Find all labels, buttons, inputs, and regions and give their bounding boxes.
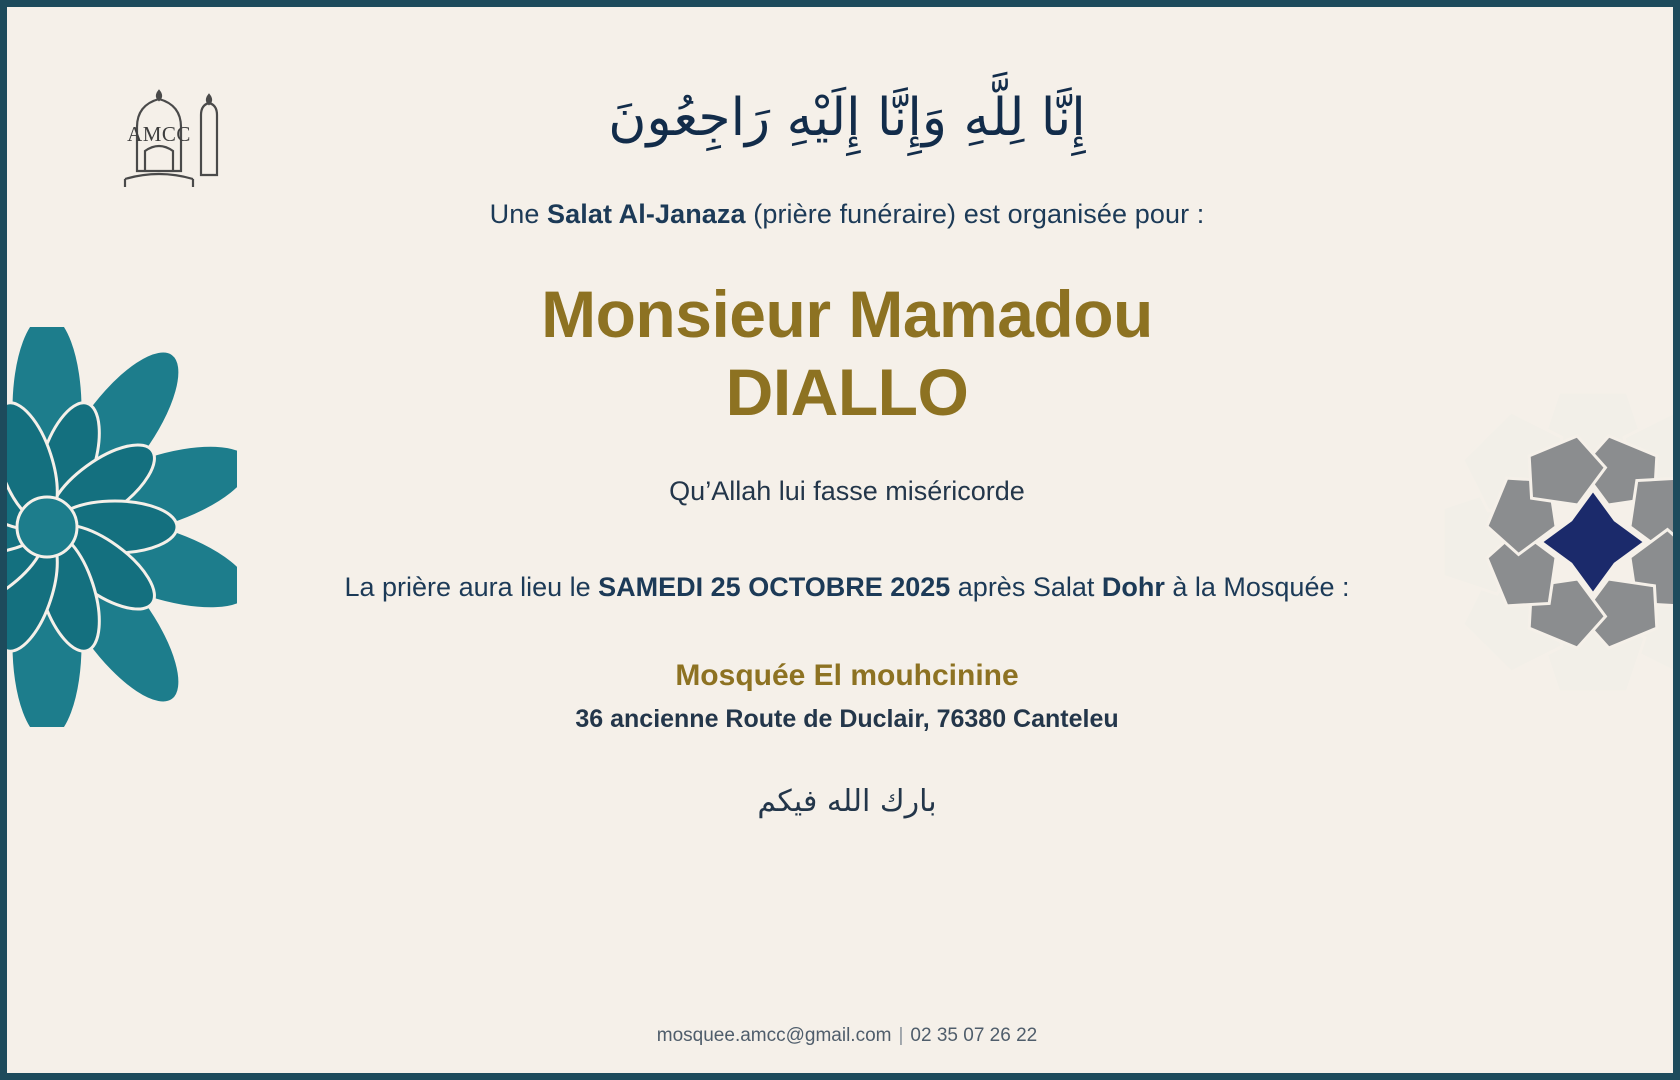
footer-separator: | bbox=[898, 1025, 904, 1046]
intro-strong: Salat Al-Janaza bbox=[547, 199, 746, 229]
details-part3: à la Mosquée : bbox=[1164, 571, 1350, 602]
footer-email[interactable]: mosquee.amcc@gmail.com bbox=[656, 1025, 892, 1046]
details-date: SAMEDI 25 OCTOBRE 2025 bbox=[598, 571, 951, 602]
intro-line bbox=[7, 199, 1680, 230]
blessing-text: Qu’Allah lui fasse miséricorde bbox=[669, 475, 1025, 506]
mosque-address: 36 ancienne Route de Duclair, 76380 Canteleu bbox=[575, 705, 1119, 734]
details-part2: après Salat bbox=[950, 571, 1102, 602]
details-part1: La prière aura lieu le bbox=[344, 571, 599, 602]
poster-content bbox=[7, 7, 1680, 819]
intro-before: Une bbox=[489, 199, 548, 229]
mosque-name: Mosquée El mouhcinine bbox=[675, 659, 1019, 693]
intro-after: (prière funéraire) est organisée pour : bbox=[745, 199, 1205, 229]
deceased-name bbox=[7, 276, 1680, 432]
arabic-blessing-bottom: بارك الله فيكم bbox=[757, 784, 937, 820]
deceased-name-line1: Monsieur Mamadou bbox=[541, 277, 1153, 351]
footer-phone[interactable]: 02 35 07 26 22 bbox=[910, 1025, 1038, 1046]
prayer-details bbox=[7, 567, 1680, 608]
details-prayer: Dohr bbox=[1101, 571, 1165, 602]
deceased-name-line2: DIALLO bbox=[725, 354, 969, 429]
footer-contact bbox=[7, 1025, 1680, 1047]
logo-text: AMCC bbox=[127, 122, 191, 146]
arabic-verse-top: إِنَّا لِلَّهِ وَإِنَّا إِلَيْهِ رَاجِعُونَ bbox=[608, 88, 1086, 148]
